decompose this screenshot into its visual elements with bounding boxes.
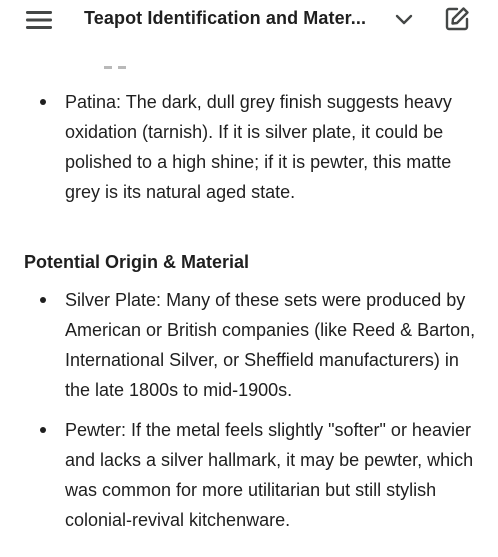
list-item xyxy=(0,87,498,207)
item-text: The dark, dull grey finish suggests heavy oxidation (tarnish). If it is silver plate, it could be polished to a high shine; if it is pewter, this matte grey is its natural aged state. xyxy=(65,92,452,202)
bullet-icon xyxy=(40,99,46,105)
term-colon: : xyxy=(156,290,167,310)
list-item xyxy=(0,415,498,535)
response-content xyxy=(0,44,498,557)
menu-icon[interactable] xyxy=(22,6,56,34)
bullet-list-origin xyxy=(0,285,498,535)
list-item xyxy=(0,285,498,405)
term-label: Silver Plate xyxy=(65,290,157,310)
section-heading: Potential Origin & Material xyxy=(24,252,250,272)
clipped-text-fragment xyxy=(104,66,126,70)
chat-title[interactable]: Teapot Identification and Mater... xyxy=(84,8,367,28)
bullet-list-appearance xyxy=(0,87,498,207)
item-text: If the metal feels slightly "softer" or heavier and lacks a silver hallmark, it may be pewter, which was common for more utilitarian but still stylish colonial-revival kitchenware. xyxy=(65,420,474,530)
item-text: Many of these sets were produced by American or British companies (like Reed & Barton, International Silver, or Sheffield manufacturers) in the late 1800s to mid-1900s. xyxy=(65,290,476,400)
term-colon: : xyxy=(121,420,132,440)
term-label: Patina xyxy=(65,92,117,112)
chevron-down-icon[interactable] xyxy=(393,8,415,30)
bullet-icon xyxy=(40,297,46,303)
bullet-icon xyxy=(40,427,46,433)
term-label: Pewter xyxy=(65,420,122,440)
term-colon: : xyxy=(116,92,126,112)
top-app-bar xyxy=(0,0,498,44)
edit-icon[interactable] xyxy=(442,4,472,34)
